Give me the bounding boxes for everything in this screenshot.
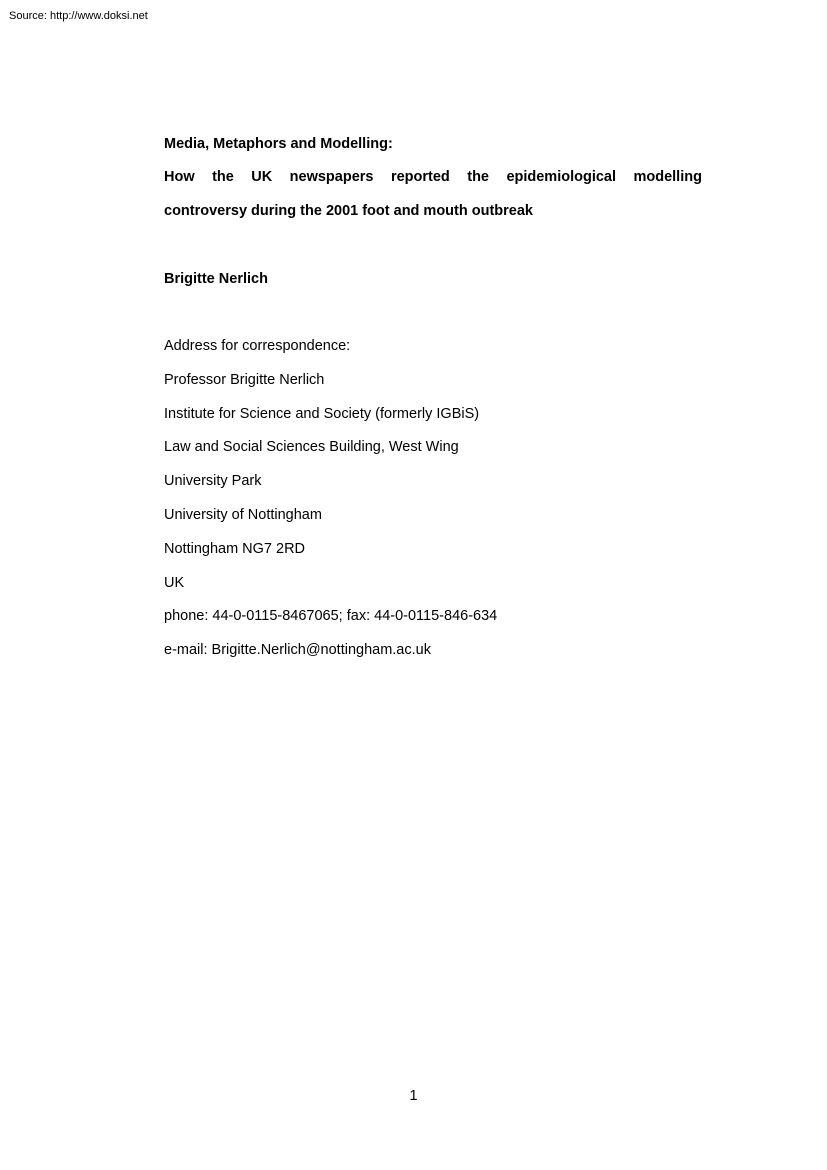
title-word: the: [212, 169, 234, 185]
source-url: Source: http://www.doksi.net: [9, 10, 148, 22]
address-country: UK: [164, 575, 185, 591]
address-name: Professor Brigitte Nerlich: [164, 372, 325, 388]
address-city: Nottingham NG7 2RD: [164, 541, 306, 557]
title-line-3: controversy during the 2001 foot and mouth outbreak: [164, 203, 533, 219]
title-line-1: Media, Metaphors and Modelling:: [164, 136, 393, 152]
address-phone-fax: phone: 44-0-0115-8467065; fax: 44-0-0115-846-634: [164, 608, 498, 624]
title-word: How: [164, 169, 195, 185]
title-word: reported: [390, 169, 450, 185]
address-institute: Institute for Science and Society (formerly IGBiS): [164, 406, 480, 422]
title-word: modelling: [633, 169, 702, 185]
address-park: University Park: [164, 473, 262, 489]
title-word: UK: [251, 169, 273, 185]
title-line-2: [164, 168, 702, 186]
title-word: the: [467, 169, 489, 185]
address-university: University of Nottingham: [164, 507, 322, 523]
address-email: e-mail: Brigitte.Nerlich@nottingham.ac.uk: [164, 642, 431, 658]
title-word: newspapers: [289, 169, 374, 185]
address-building: Law and Social Sciences Building, West Wing: [164, 439, 459, 455]
author-name: Brigitte Nerlich: [164, 271, 268, 287]
page-number: 1: [409, 1088, 418, 1104]
address-heading: Address for correspondence:: [164, 338, 351, 354]
title-word: epidemiological: [506, 169, 617, 185]
